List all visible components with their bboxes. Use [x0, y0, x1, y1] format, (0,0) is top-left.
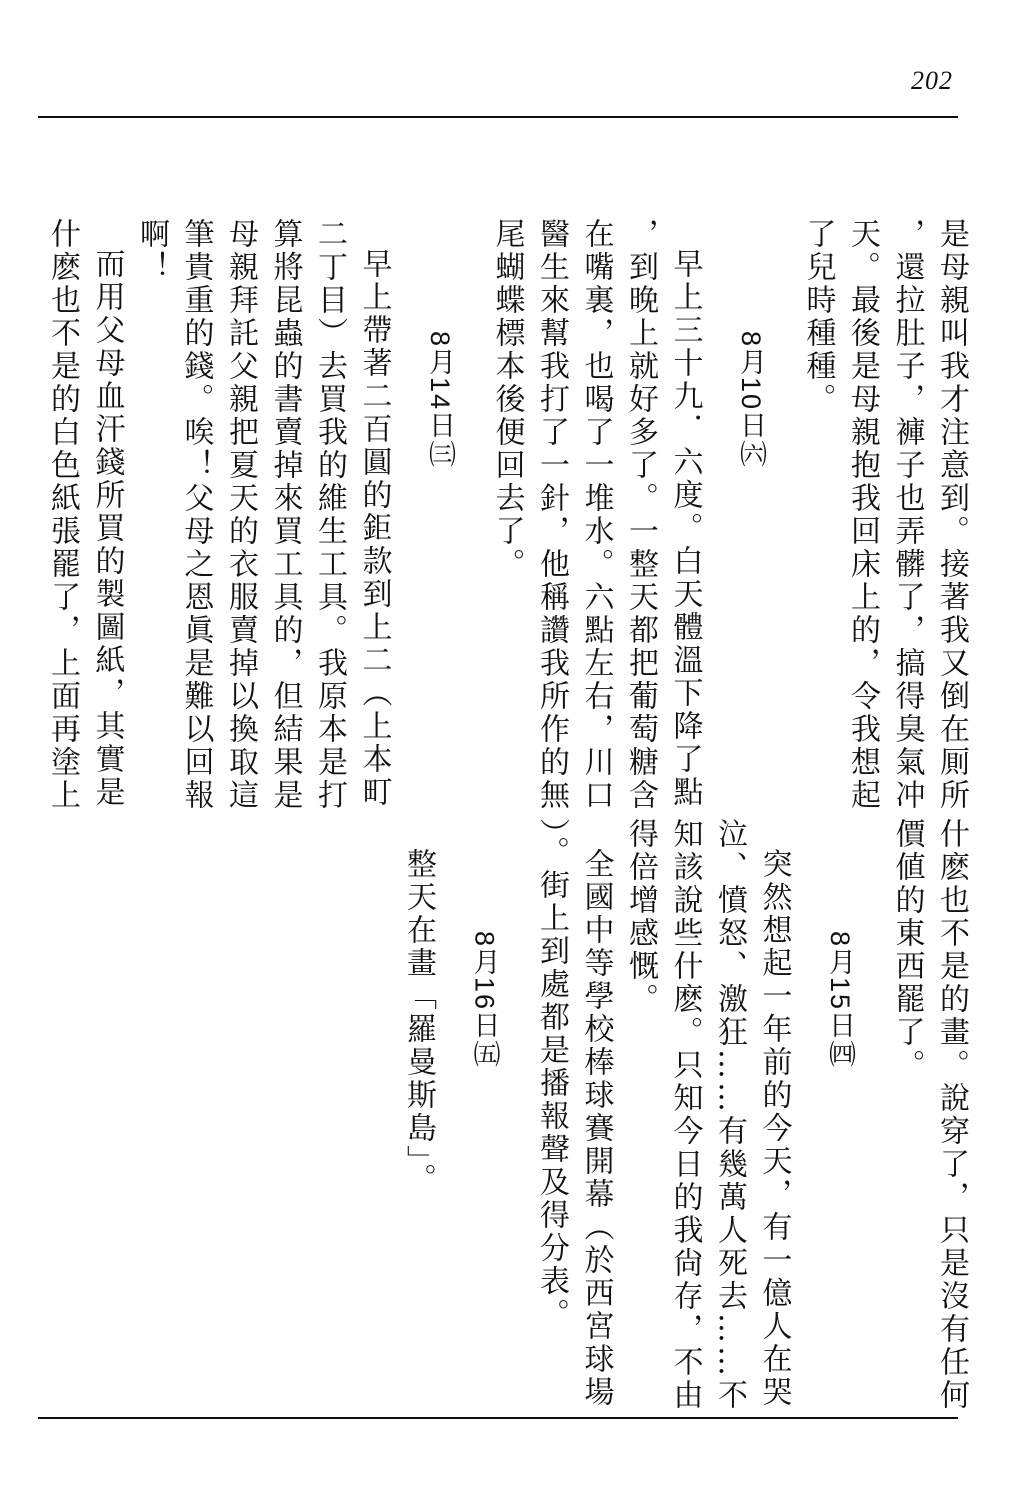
lower-text-block: [396, 818, 974, 1412]
text-column: 啊！: [134, 218, 169, 284]
page-number: 202: [911, 66, 953, 95]
text-column: 算將昆蟲的書賣掉來買工具的，但結果是: [267, 218, 303, 812]
text-column: ，還拉肚子，褲子也弄髒了，搞得臭氣冲: [889, 218, 925, 812]
text-column: 得倍增感慨。: [623, 818, 658, 1016]
spacer: [396, 218, 418, 778]
text-column: 是母親叫我才注意到。接著我又倒在厠所: [934, 218, 969, 812]
text-column: ，到晚上就好多了。一整天都把葡萄糖含: [623, 218, 658, 812]
text-column: 知該說些什麽。只知今日的我尙存，不由: [667, 818, 703, 1412]
text-column: 突然想起一年前的今天，有一億人在哭: [756, 848, 792, 1409]
text-column: 醫生來幫我打了一針，他稱讚我所作的無: [534, 218, 569, 812]
spacer: [507, 818, 529, 1378]
text-column: 早上帶著二百圓的鉅款到上二（上本町: [356, 248, 392, 809]
text-column: 筆貴重的錢。唉！父母之恩眞是難以回報: [178, 218, 214, 812]
text-column: 價値的東西罷了。: [889, 818, 925, 1082]
header-rule: [38, 116, 958, 118]
text-column: 泣、憤怒、激狂……有幾萬人死去……不: [712, 818, 747, 1412]
text-column: ）。街上到處都是播報聲及得分表。: [534, 818, 569, 1331]
spacer: [862, 818, 884, 1378]
text-column: 了兒時種種。: [800, 218, 836, 416]
text-column: 整天在畫「羅曼斯島」。: [401, 848, 436, 1196]
spacer: [796, 818, 818, 1378]
spacer: [462, 218, 484, 778]
upper-text-block: [40, 218, 974, 812]
diary-date-heading: 8月14日㈢: [425, 331, 455, 470]
text-column: 早上三十九．六度。白天體溫下降了點: [667, 248, 703, 809]
text-column: 什麽也不是的白色紙張罷了，上面再塗上: [45, 218, 80, 812]
text-column: 在嘴裏，也喝了一堆水。六點左右，川口: [578, 218, 614, 812]
spacer: [773, 218, 795, 778]
text-column: 二丁目）去買我的維生工具。我原本是打: [312, 218, 347, 812]
diary-date-heading: 8月15日㈣: [825, 931, 855, 1070]
text-column: 天。最後是母親抱我回床上的，令我想起: [845, 218, 880, 812]
text-column: 而用父母血汗錢所買的製圖紙，其實是: [89, 248, 125, 809]
diary-date-heading: 8月16日㈤: [469, 931, 500, 1070]
spacer: [707, 218, 729, 778]
text-column: 全國中等學校棒球賽開幕（於西宮球場: [578, 848, 614, 1409]
spacer: [440, 818, 462, 1378]
diary-date-heading: 8月10日㈥: [736, 331, 766, 470]
text-column: 尾蝴蝶標本後便回去了。: [489, 218, 525, 581]
footer-rule: [38, 1417, 958, 1419]
text-column: 什麽也不是的畫。說穿了，只是沒有任何: [934, 818, 969, 1412]
text-column: 母親拜託父親把夏天的衣服賣掉以換取這: [223, 218, 258, 812]
